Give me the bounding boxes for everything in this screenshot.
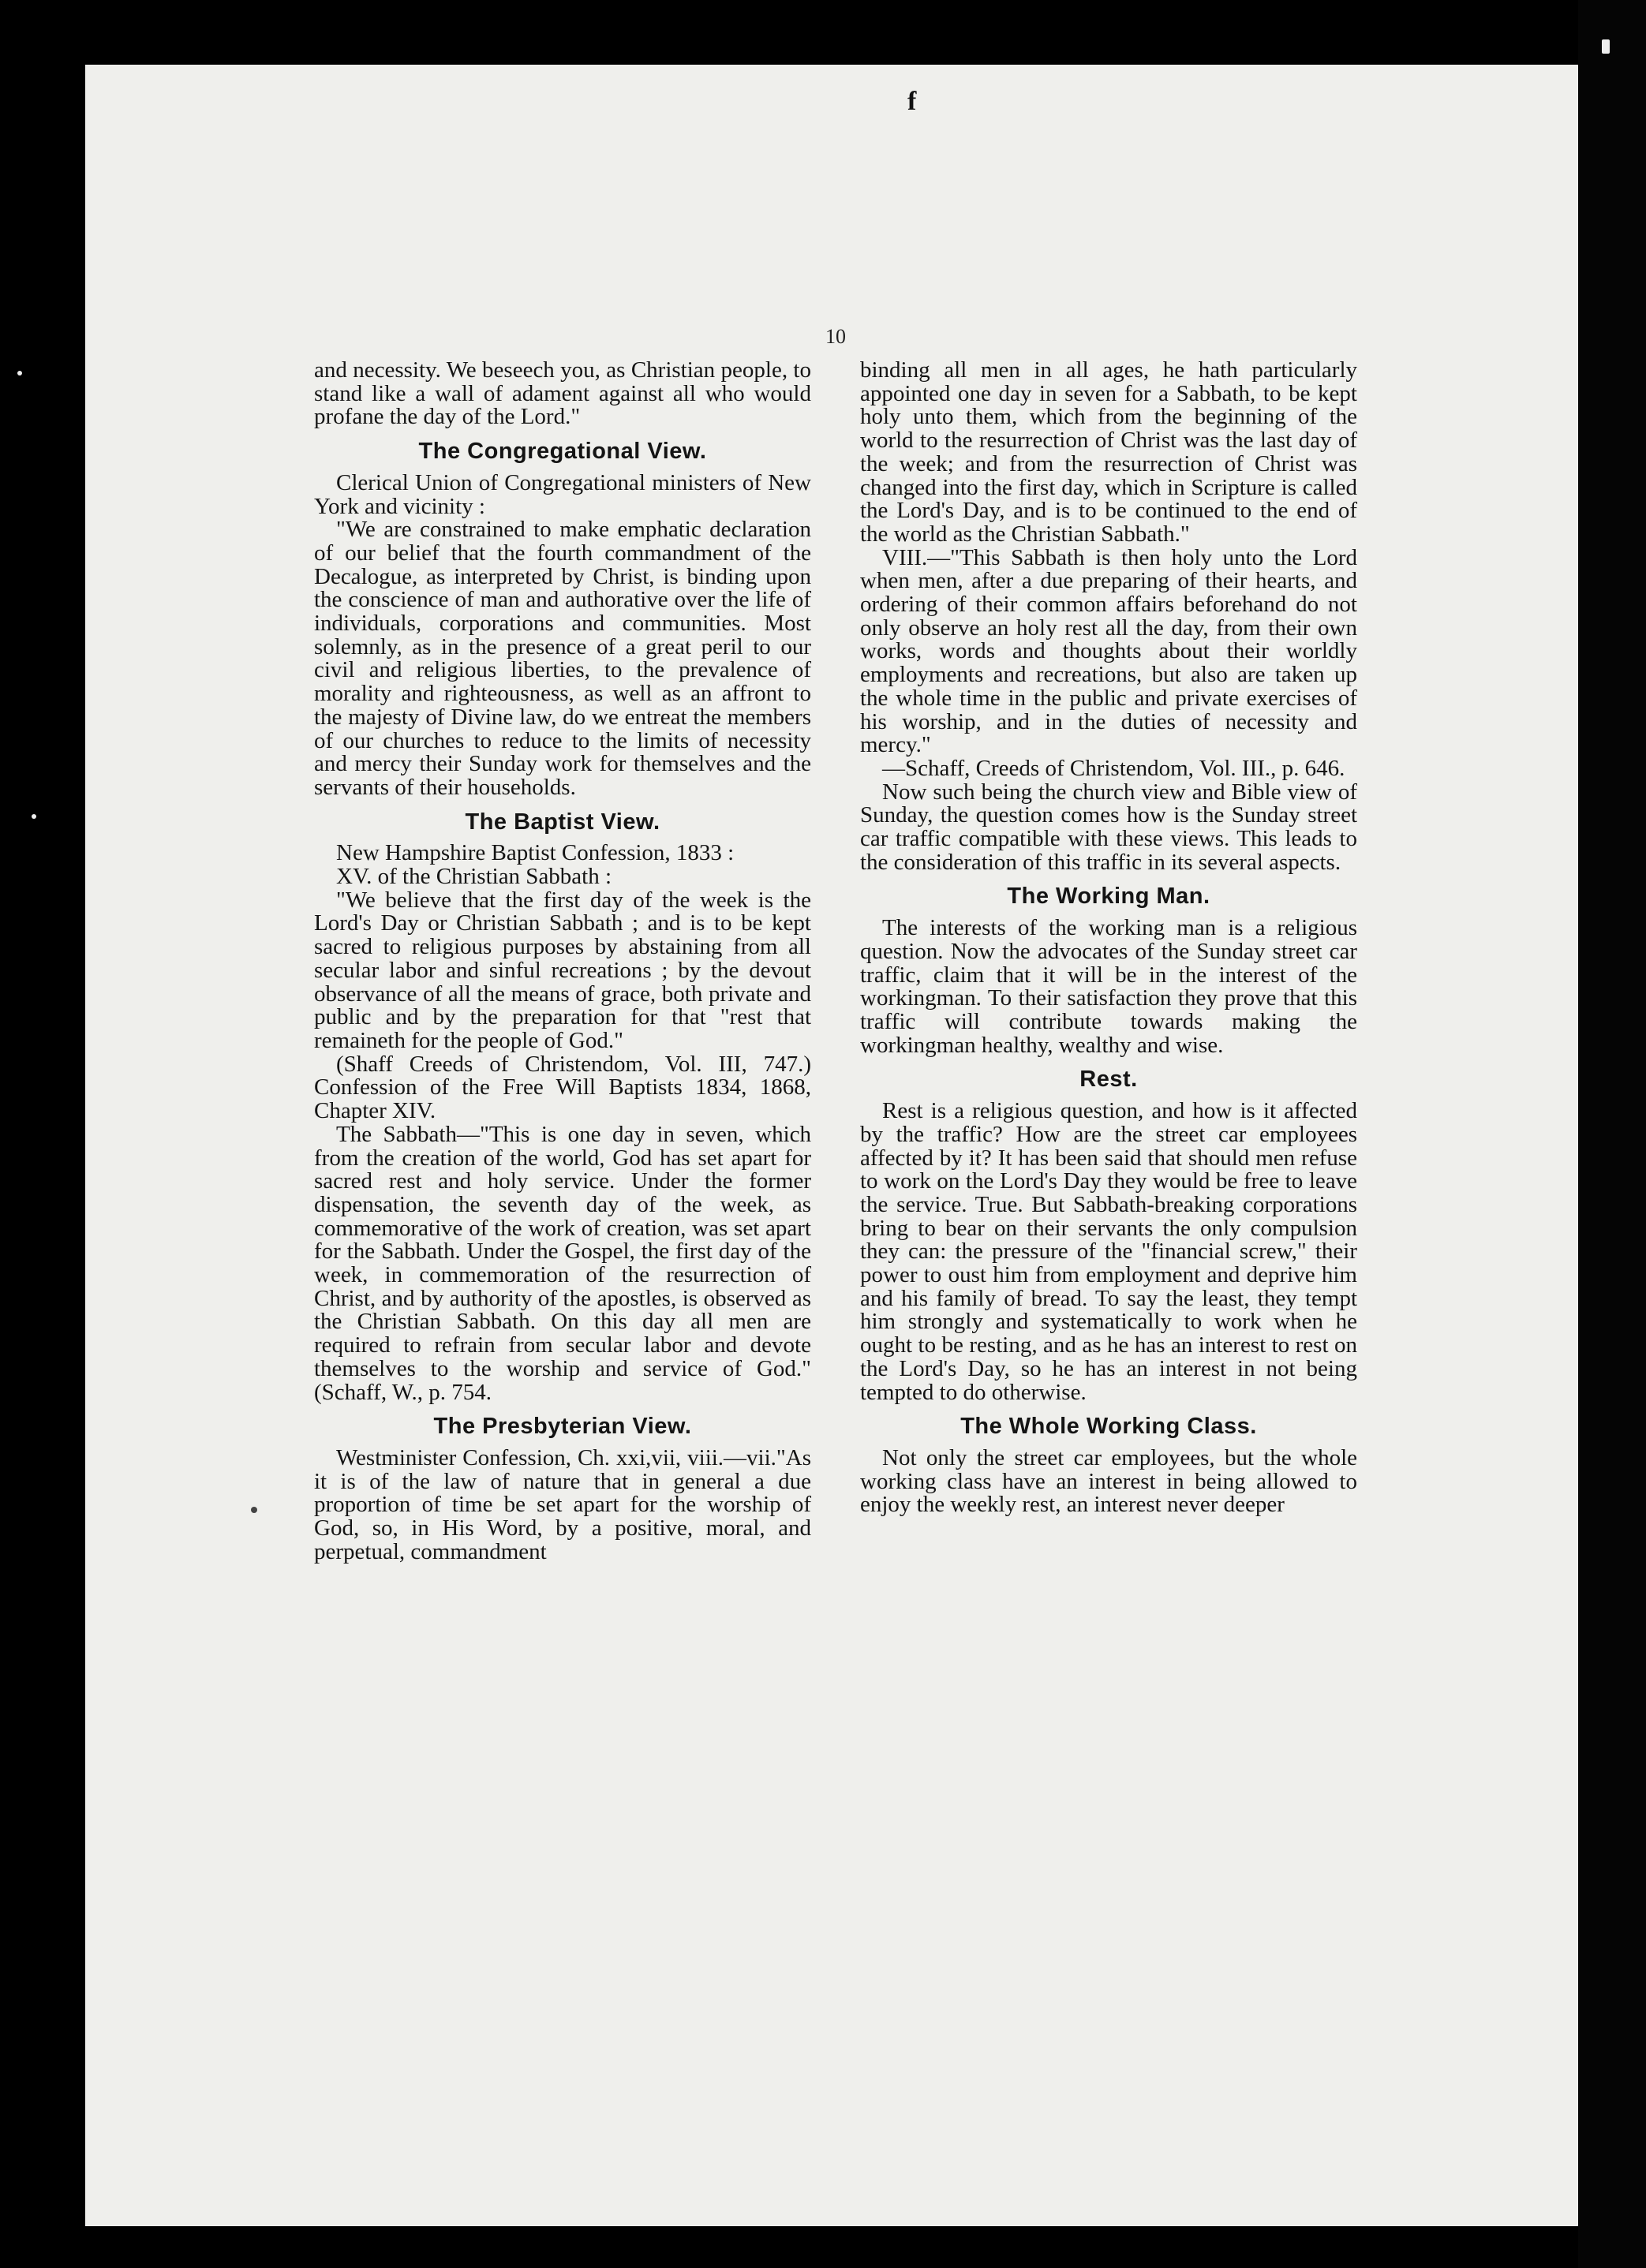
baptist-paragraph: The Sabbath—"This is one day in seven, which from the creation of the world, God has set apart for sacred rest and holy service. Under the former dispensation, the seventh day of the week, as commemorative of the work of creation, was set apart for the Sabbath. Under the Gospel, the first day of the week, in commemoration of the resurrection of Christ, and by authority of the apostles, is observed as the Christian Sabbath. On this day all men are required to refrain from secular labor and devote themselves to the worship and service of God." (Schaff, W., p. 754. xyxy=(314,1121,811,1405)
page-number: 10 xyxy=(825,325,846,348)
viii-paragraph: VIII.—"This Sabbath is then holy unto the Lord when men, after a due preparing of their hearts, and ordering of their common affairs beforehand do not only observe an holy rest all the day, from their own works, words and thoughts about their worldly employments and recreations, but also are taken up the whole time in the public and private exercises of his worship, and in the duties of necessity and mercy." xyxy=(860,544,1357,758)
scan-speck xyxy=(1602,39,1610,54)
congregational-paragraph: Clerical Union of Congregational ministers of New York and vicinity : xyxy=(314,469,811,519)
presbyterian-heading: The Presbyterian View. xyxy=(433,1414,692,1440)
congregational-paragraph: "We are constrained to make emphatic declaration of our belief that the fourth commandment of the Decalogue, as interpreted by Christ, is binding upon the conscience of man and authorative over the life of individuals, corporations and communities. Most solemnly, as in the presence of a great peril to our civil and religious liberties, to the prevalence of morality and righteousness, as well as an affront to the majesty of Divine law, do we entreat the members of our churches to reduce to the limits of necessity and mercy their Sunday work for themselves and the servants of their households. xyxy=(314,517,811,800)
right-column xyxy=(860,359,1357,1517)
presbyterian-paragraph: Westminister Confession, Ch. xxi,vii, viii.—vii."As it is of the law of nature that in general a due proportion of time be set apart for the worship of God, so, in His Word, by a positive, moral, and perpetual, commandment xyxy=(314,1444,811,1564)
baptist-paragraph: New Hampshire Baptist Confession, 1833 : xyxy=(336,840,735,866)
whole-working-class-paragraph: Not only the street car employees, but the whole working class have an interest in being allowed to enjoy the weekly rest, an interest never deeper xyxy=(860,1444,1357,1518)
intro-paragraph: and necessity. We beseech you, as Christian people, to stand like a wall of adament against all who would profane the day of the Lord." xyxy=(314,357,811,430)
citation: —Schaff, Creeds of Christendom, Vol. III., p. 646. xyxy=(882,755,1345,781)
baptist-paragraph: "We believe that the first day of the week is the Lord's Day or Christian Sabbath ; and is to be kept sacred to religious purposes by abstaining from all secular labor and sinful recreations ; by the devout observance of all the means of grace, both private and public and by the preparation for that "rest that remaineth for the people of God." xyxy=(314,887,811,1053)
scan-speck xyxy=(32,814,36,819)
continued-paragraph: binding all men in all ages, he hath particularly appointed one day in seven for a Sabbath, to be kept holy unto them, which from the beginning of the world to the resurrection of Christ was the last day of the week; and from the resurrection of Christ was changed into the first day, which in Scripture is called the Lord's Day, and is to be continued to the end of the world as the Christian Sabbath." xyxy=(860,357,1357,547)
baptist-paragraph: XV. of the Christian Sabbath : xyxy=(336,864,612,890)
baptist-heading: The Baptist View. xyxy=(465,809,660,835)
transition-paragraph: Now such being the church view and Bible view of Sunday, the question comes how is the Sunday street car traffic compatible with these views. This leads to the consideration of this traffic in its several aspects. xyxy=(860,779,1357,875)
margin-dot xyxy=(251,1507,257,1513)
working-man-paragraph: The interests of the working man is a religious question. Now the advocates of the Sunday street car traffic, claim that it will be in the interest of the workingman. To their satisfaction they prove that this traffic will contribute towards making the workingman healthy, wealthy and wise. xyxy=(860,915,1357,1058)
working-man-heading: The Working Man. xyxy=(1007,884,1210,910)
scan-speck xyxy=(17,371,22,376)
whole-working-class-heading: The Whole Working Class. xyxy=(960,1414,1257,1440)
congregational-heading: The Congregational View. xyxy=(418,439,707,465)
rest-paragraph: Rest is a religious question, and how is it affected by the traffic? How are the street car employees affected by it? It has been said that should men refuse to work on the Lord's Day they would be free to leave the service. True. But Sabbath-breaking corporations bring to bear on their servants the only compulsion they can: the pressure of the "financial screw," their power to oust him from employment and deprive him and his family of bread. To say the least, they tempt him strongly and systematically to work when he ought to be resting, and as he has an interest to rest on the Lord's Day, so he has an interest in not being tempted to do otherwise. xyxy=(860,1098,1357,1405)
left-column xyxy=(314,359,811,1564)
top-mark: f xyxy=(907,87,917,116)
scan-border xyxy=(1578,0,1646,2268)
rest-heading: Rest. xyxy=(1079,1067,1138,1093)
baptist-paragraph: (Shaff Creeds of Christendom, Vol. III, 747.) Confession of the Free Will Baptists 1834, 1868, Chapter XIV. xyxy=(314,1051,811,1124)
